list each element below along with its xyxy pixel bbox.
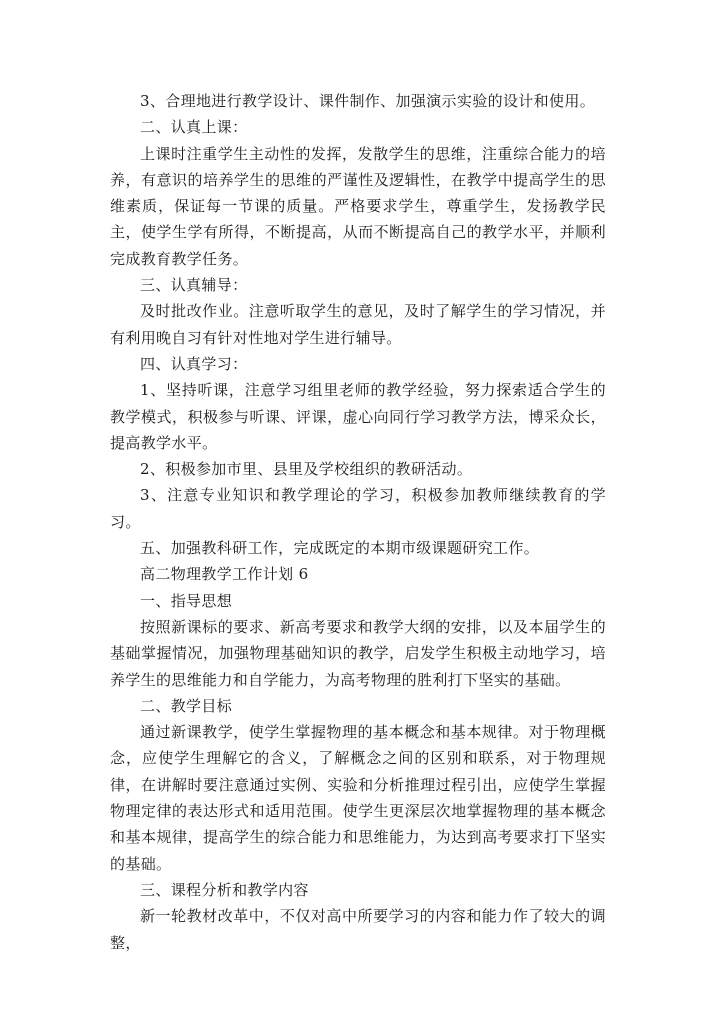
paragraph: 及时批改作业。注意听取学生的意见，及时了解学生的学习情况，并有利用晚自习有针对性地对学生进行辅导。: [110, 302, 606, 347]
paragraph: 按照新课标的要求、新高考要求和教学大纲的安排，以及本届学生的基础掌握情况，加强物理基础知识的教学，启发学生积极主动地学习，培养学生的思维能力和自学能力，为高考物理的胜利打下坚实的基础。: [110, 617, 606, 689]
paragraph: 1、坚持听课，注意学习组里老师的教学经验，努力探索适合学生的教学模式，积极参与听课、评课，虚心向同行学习教学方法，博采众长，提高教学水平。: [110, 381, 606, 452]
paragraph: 通过新课教学，使学生掌握物理的基本概念和基本规律。对于物理概念，应使学生理解它的含义，了解概念之间的区别和联系，对于物理规律，在讲解时要注意通过实例、实验和分析推理过程引出，应使学生掌握物理定律的表达形式和适用范围。使学生更深层次地掌握物理的基本概念和基本规律，提高学生的综合能力和思维能力，为达到高考要求打下坚实的基础。: [110, 723, 606, 873]
paragraph: 2、积极参加市里、县里及学校组织的教研活动。: [140, 460, 473, 479]
document-page: [110, 88, 606, 956]
document-title: 高二物理教学工作计划 6: [140, 565, 309, 584]
section-heading: 三、认真辅导：: [140, 276, 248, 295]
section-heading: 一、指导思想: [140, 591, 233, 610]
paragraph: 五、加强教科研工作，完成既定的本期市级课题研究工作。: [140, 539, 540, 558]
section-heading: 四、认真学习：: [140, 354, 248, 373]
section-heading: 二、认真上课：: [140, 118, 248, 137]
section-heading: 二、教学目标: [140, 696, 233, 715]
paragraph: 新一轮教材改革中，不仅对高中所要学习的内容和能力作了较大的调整，: [110, 907, 606, 952]
paragraph: 上课时注重学生主动性的发挥，发散学生的思维，注重综合能力的培养，有意识的培养学生的思维的严谨性及逻辑性，在教学中提高学生的思维素质，保证每一节课的质量。严格要求学生，尊重学生，发扬教学民主，使学生学有所得，不断提高，从而不断提高自己的教学水平，并顺利完成教育教学任务。: [110, 144, 606, 268]
paragraph: 3、合理地进行教学设计、课件制作、加强演示实验的设计和使用。: [140, 92, 596, 110]
section-heading: 三、课程分析和教学内容: [140, 880, 309, 899]
paragraph: 3、注意专业知识和教学理论的学习，积极参加教师继续教育的学习。: [110, 486, 606, 531]
